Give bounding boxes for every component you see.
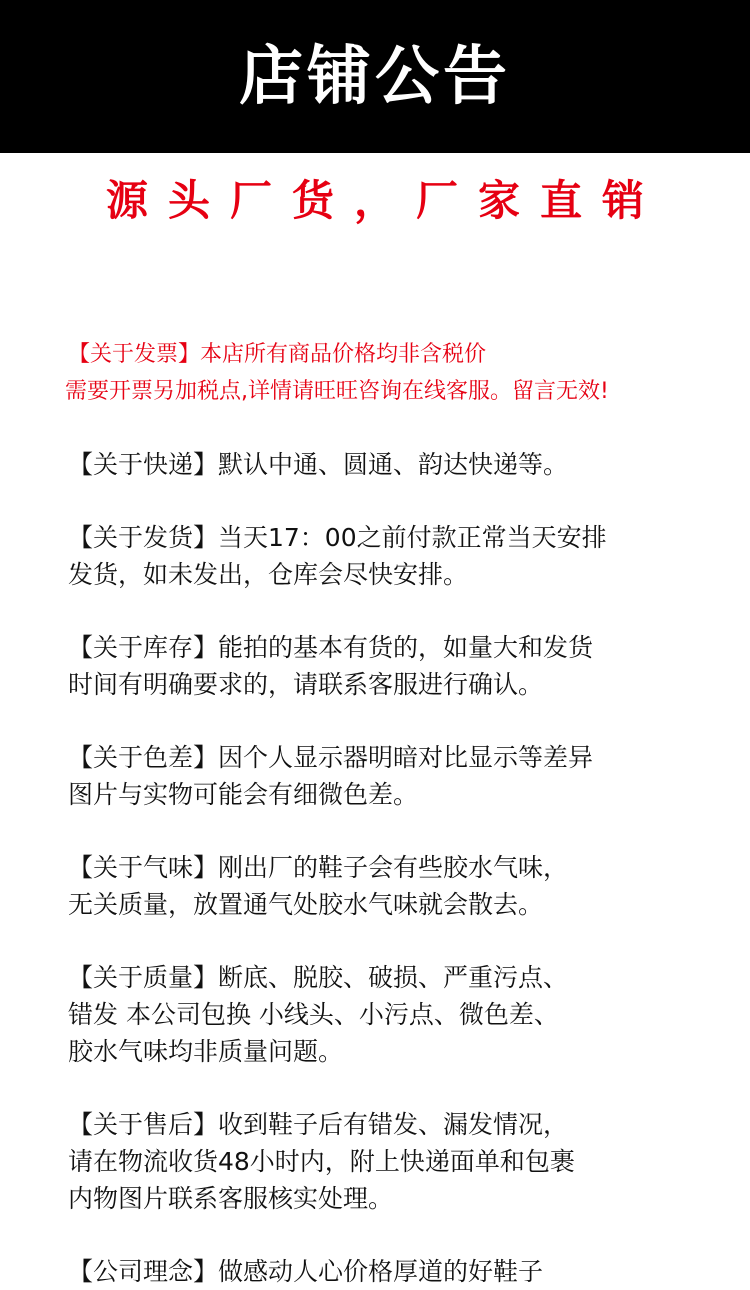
notice-line: 【关于售后】收到鞋子后有错发、漏发情况，	[68, 1110, 569, 1139]
notice-odor	[68, 849, 738, 923]
notice-line: 时间有明确要求的，请联系客服进行确认。	[68, 670, 544, 699]
notice-stock	[68, 629, 738, 703]
notice-list	[65, 336, 738, 1290]
notice-invoice	[65, 336, 738, 410]
notice-philosophy	[68, 1253, 738, 1290]
page-title: 店铺公告	[239, 39, 511, 114]
notice-line: 【关于质量】断底、脱胶、破损、严重污点、	[68, 963, 569, 992]
notice-line: 请在物流收货48小时内，附上快递面单和包裹	[68, 1147, 575, 1176]
notice-line: 无关质量，放置通气处胶水气味就会散去。	[68, 890, 544, 919]
notice-line: 错发 本公司包换 小线头、小污点、微色差、	[68, 1000, 559, 1029]
notice-line: 需要开票另加税点,详情请旺旺咨询在线客服。留言无效!	[65, 379, 609, 404]
notice-line: 内物图片联系客服核实处理。	[68, 1184, 394, 1213]
notice-line: 【关于快递】默认中通、圆通、韵达快递等。	[68, 450, 569, 479]
notice-line: 【关于气味】刚出厂的鞋子会有些胶水气味，	[68, 853, 569, 882]
notice-line: 【关于发票】本店所有商品价格均非含税价	[68, 342, 487, 367]
notice-line: 【关于库存】能拍的基本有货的，如量大和发货	[68, 633, 594, 662]
notice-express	[68, 446, 738, 483]
notice-line: 【关于发货】当天17：00之前付款正常当天安排	[68, 523, 607, 552]
notice-line: 胶水气味均非质量问题。	[68, 1037, 344, 1066]
notice-line: 发货，如未发出，仓库会尽快安排。	[68, 560, 469, 589]
notice-quality	[68, 959, 738, 1070]
slogan: 源头厂货，厂家直销	[105, 176, 664, 225]
notice-line: 【关于色差】因个人显示器明暗对比显示等差异	[68, 743, 594, 772]
notice-color-difference	[68, 739, 738, 813]
notice-line: 图片与实物可能会有细微色差。	[68, 780, 419, 809]
notice-after-sales	[68, 1106, 738, 1217]
notice-shipping	[68, 519, 738, 593]
notice-line: 【公司理念】做感动人心价格厚道的好鞋子	[68, 1257, 544, 1286]
header-banner	[0, 0, 750, 153]
